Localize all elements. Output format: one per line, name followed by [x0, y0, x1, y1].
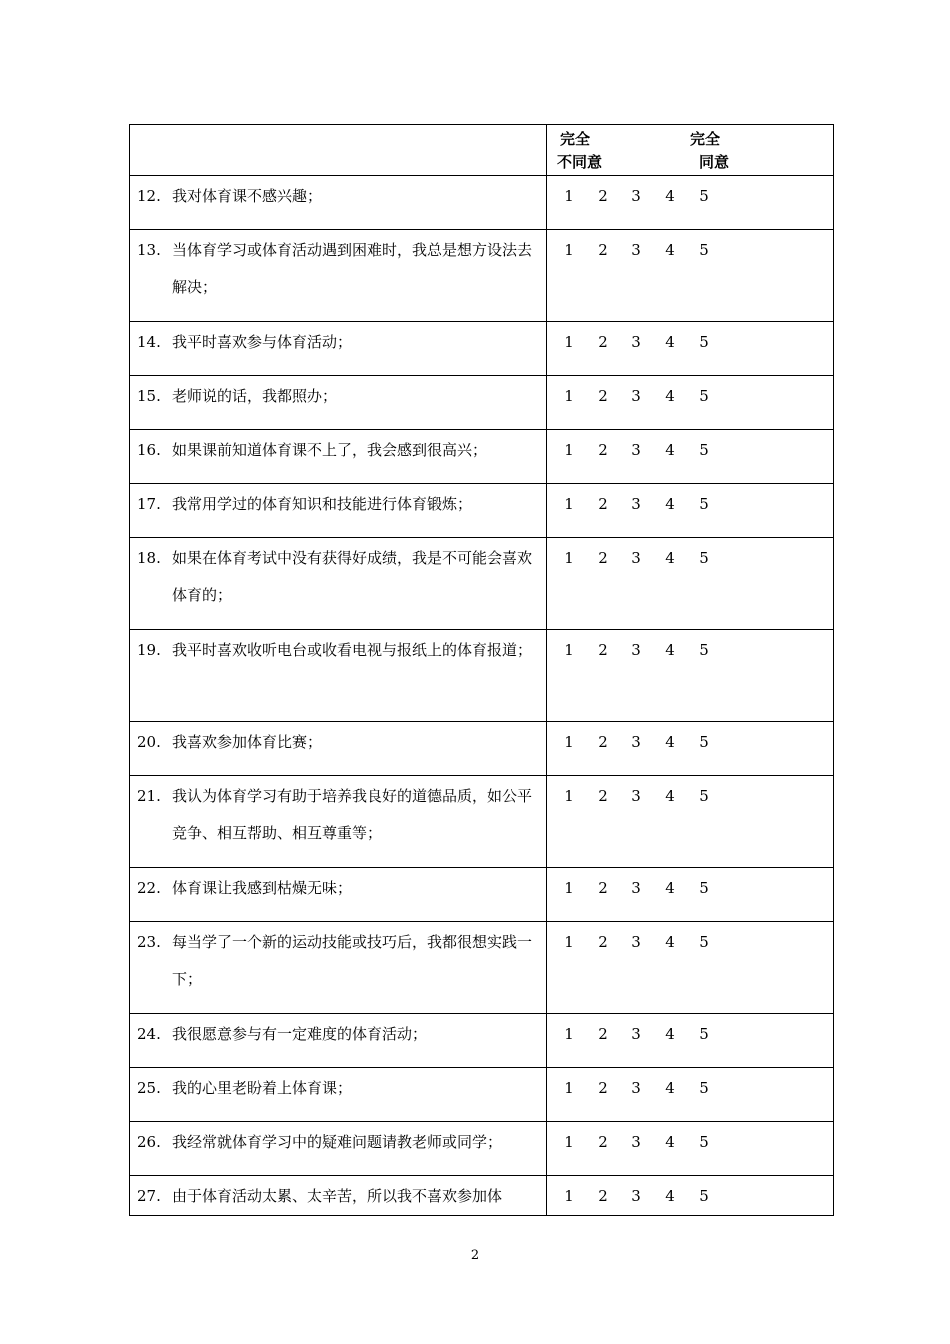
scale-option-3[interactable]: 3: [631, 441, 641, 459]
scale-option-5[interactable]: 5: [699, 549, 709, 567]
scale-option-3[interactable]: 3: [631, 1079, 641, 1097]
scale-option-1[interactable]: 1: [564, 641, 574, 659]
scale-option-4[interactable]: 4: [665, 495, 675, 513]
scale-option-2[interactable]: 2: [598, 495, 608, 513]
scale-option-4[interactable]: 4: [665, 333, 675, 351]
scale-option-1[interactable]: 1: [564, 879, 574, 897]
scale-cell: [547, 538, 834, 630]
scale-option-5[interactable]: 5: [699, 933, 709, 951]
question-number: 19.: [137, 641, 161, 659]
question-text: 由于体育活动太累、太辛苦，所以我不喜欢参加体: [172, 1187, 503, 1205]
scale-option-4[interactable]: 4: [665, 549, 675, 567]
scale-option-4[interactable]: 4: [665, 441, 675, 459]
question-number: 17.: [137, 495, 161, 513]
scale-cell: [547, 776, 834, 868]
scale-option-4[interactable]: 4: [665, 933, 675, 951]
scale-option-5[interactable]: 5: [699, 333, 709, 351]
scale-cell: [547, 868, 834, 922]
page-number: 2: [470, 1248, 480, 1263]
table-row: [130, 1176, 834, 1216]
scale-option-3[interactable]: 3: [631, 333, 641, 351]
scale-option-2[interactable]: 2: [598, 1079, 608, 1097]
question-number: 20.: [137, 733, 161, 751]
scale-option-5[interactable]: 5: [699, 187, 709, 205]
scale-right-top-label: 完全: [690, 130, 721, 148]
scale-option-4[interactable]: 4: [665, 1187, 675, 1205]
scale-option-4[interactable]: 4: [665, 387, 675, 405]
question-number: 13.: [137, 241, 161, 259]
scale-option-1[interactable]: 1: [564, 495, 574, 513]
scale-option-3[interactable]: 3: [631, 1187, 641, 1205]
scale-option-2[interactable]: 2: [598, 641, 608, 659]
scale-cell: [547, 230, 834, 322]
question-text: 如果在体育考试中没有获得好成绩，我是不可能会喜欢体育的；: [172, 549, 533, 604]
scale-option-2[interactable]: 2: [598, 1133, 608, 1151]
scale-option-2[interactable]: 2: [598, 549, 608, 567]
scale-cell: [547, 922, 834, 1014]
scale-option-1[interactable]: 1: [564, 787, 574, 805]
scale-cell: [547, 322, 834, 376]
scale-option-3[interactable]: 3: [631, 387, 641, 405]
scale-option-1[interactable]: 1: [564, 1079, 574, 1097]
scale-option-2[interactable]: 2: [598, 1025, 608, 1043]
scale-option-2[interactable]: 2: [598, 787, 608, 805]
scale-option-5[interactable]: 5: [699, 441, 709, 459]
question-number: 25.: [137, 1079, 161, 1097]
question-cell: [130, 922, 547, 1014]
scale-option-4[interactable]: 4: [665, 187, 675, 205]
scale-option-2[interactable]: 2: [598, 733, 608, 751]
scale-option-4[interactable]: 4: [665, 241, 675, 259]
scale-cell: [547, 722, 834, 776]
scale-option-1[interactable]: 1: [564, 549, 574, 567]
question-text: 老师说的话，我都照办；: [172, 387, 338, 405]
question-number: 15.: [137, 387, 161, 405]
scale-option-1[interactable]: 1: [564, 333, 574, 351]
scale-cell: [547, 1014, 834, 1068]
question-number: 27.: [137, 1187, 161, 1205]
scale-option-3[interactable]: 3: [631, 733, 641, 751]
question-number: 12.: [137, 187, 161, 205]
question-text: 当体育学习或体育活动遇到困难时，我总是想方设法去解决；: [172, 241, 533, 296]
scale-option-2[interactable]: 2: [598, 1187, 608, 1205]
question-text: 我很愿意参与有一定难度的体育活动；: [172, 1025, 428, 1043]
scale-option-3[interactable]: 3: [631, 1025, 641, 1043]
scale-option-4[interactable]: 4: [665, 787, 675, 805]
question-cell: [130, 1176, 547, 1216]
scale-cell: [547, 484, 834, 538]
scale-option-1[interactable]: 1: [564, 933, 574, 951]
scale-option-3[interactable]: 3: [631, 1133, 641, 1151]
question-text: 我经常就体育学习中的疑难问题请教老师或同学；: [172, 1133, 503, 1151]
table-row: [130, 922, 834, 1014]
scale-option-3[interactable]: 3: [631, 879, 641, 897]
question-text: 我喜欢参加体育比赛；: [172, 733, 323, 751]
scale-option-5[interactable]: 5: [699, 733, 709, 751]
scale-option-3[interactable]: 3: [631, 495, 641, 513]
question-number: 16.: [137, 441, 161, 459]
question-text: 我的心里老盼着上体育课；: [172, 1079, 353, 1097]
question-text: 我认为体育学习有助于培养我良好的道德品质，如公平竞争、相互帮助、相互尊重等；: [172, 787, 533, 842]
scale-option-1[interactable]: 1: [564, 1133, 574, 1151]
scale-option-3[interactable]: 3: [631, 787, 641, 805]
scale-option-5[interactable]: 5: [699, 387, 709, 405]
table-row: [130, 230, 834, 322]
scale-cell: [547, 430, 834, 484]
scale-option-1[interactable]: 1: [564, 187, 574, 205]
scale-option-1[interactable]: 1: [564, 241, 574, 259]
scale-cell: [547, 1176, 834, 1216]
question-text: 每当学了一个新的运动技能或技巧后，我都很想实践一下；: [172, 933, 533, 988]
scale-option-3[interactable]: 3: [631, 641, 641, 659]
scale-option-3[interactable]: 3: [631, 549, 641, 567]
scale-cell: [547, 376, 834, 430]
scale-option-1[interactable]: 1: [564, 441, 574, 459]
scale-option-2[interactable]: 2: [598, 441, 608, 459]
question-number: 24.: [137, 1025, 161, 1043]
scale-option-5[interactable]: 5: [699, 641, 709, 659]
scale-option-2[interactable]: 2: [598, 187, 608, 205]
question-text: 我常用学过的体育知识和技能进行体育锻炼；: [172, 495, 473, 513]
table-row: [130, 538, 834, 630]
question-number: 22.: [137, 879, 161, 897]
scale-option-3[interactable]: 3: [631, 187, 641, 205]
scale-option-4[interactable]: 4: [665, 733, 675, 751]
scale-option-5[interactable]: 5: [699, 787, 709, 805]
question-text: 我平时喜欢参与体育活动；: [172, 333, 353, 351]
scale-left-top-label: 完全: [560, 130, 591, 148]
question-text: 我对体育课不感兴趣；: [172, 187, 323, 205]
question-number: 23.: [137, 933, 161, 951]
scale-option-3[interactable]: 3: [631, 933, 641, 951]
scale-option-5[interactable]: 5: [699, 495, 709, 513]
scale-option-5[interactable]: 5: [699, 1133, 709, 1151]
scale-option-5[interactable]: 5: [699, 1187, 709, 1205]
scale-right-bottom-label: 同意: [699, 153, 730, 171]
question-text: 我平时喜欢收听电台或收看电视与报纸上的体育报道；: [172, 641, 533, 659]
scale-option-5[interactable]: 5: [699, 1079, 709, 1097]
scale-left-bottom-label: 不同意: [557, 153, 603, 171]
scale-option-1[interactable]: 1: [564, 1187, 574, 1205]
question-text: 如果课前知道体育课不上了，我会感到很高兴；: [172, 441, 488, 459]
question-number: 14.: [137, 333, 161, 351]
scale-cell: [547, 1068, 834, 1122]
scale-option-2[interactable]: 2: [598, 333, 608, 351]
question-cell: [130, 776, 547, 868]
survey-table: [129, 124, 834, 1216]
scale-option-3[interactable]: 3: [631, 241, 641, 259]
scale-option-4[interactable]: 4: [665, 1133, 675, 1151]
scale-option-4[interactable]: 4: [665, 879, 675, 897]
question-cell: [130, 538, 547, 630]
scale-option-2[interactable]: 2: [598, 879, 608, 897]
question-cell: [130, 230, 547, 322]
question-cell: [130, 630, 547, 722]
scale-option-1[interactable]: 1: [564, 387, 574, 405]
scale-option-2[interactable]: 2: [598, 241, 608, 259]
scale-cell: [547, 176, 834, 230]
scale-cell: [547, 630, 834, 722]
scale-option-1[interactable]: 1: [564, 733, 574, 751]
scale-option-4[interactable]: 4: [665, 1079, 675, 1097]
scale-option-5[interactable]: 5: [699, 1025, 709, 1043]
scale-option-2[interactable]: 2: [598, 933, 608, 951]
scale-option-4[interactable]: 4: [665, 641, 675, 659]
question-text: 体育课让我感到枯燥无味；: [172, 879, 353, 897]
scale-option-1[interactable]: 1: [564, 1025, 574, 1043]
scale-cell: [547, 1122, 834, 1176]
question-number: 18.: [137, 549, 161, 567]
scale-option-4[interactable]: 4: [665, 1025, 675, 1043]
table-row: [130, 630, 834, 722]
scale-option-5[interactable]: 5: [699, 879, 709, 897]
question-number: 26.: [137, 1133, 161, 1151]
question-number: 21.: [137, 787, 161, 805]
scale-option-5[interactable]: 5: [699, 241, 709, 259]
table-row: [130, 776, 834, 868]
scale-option-2[interactable]: 2: [598, 387, 608, 405]
header-scale-cell: [547, 125, 834, 176]
